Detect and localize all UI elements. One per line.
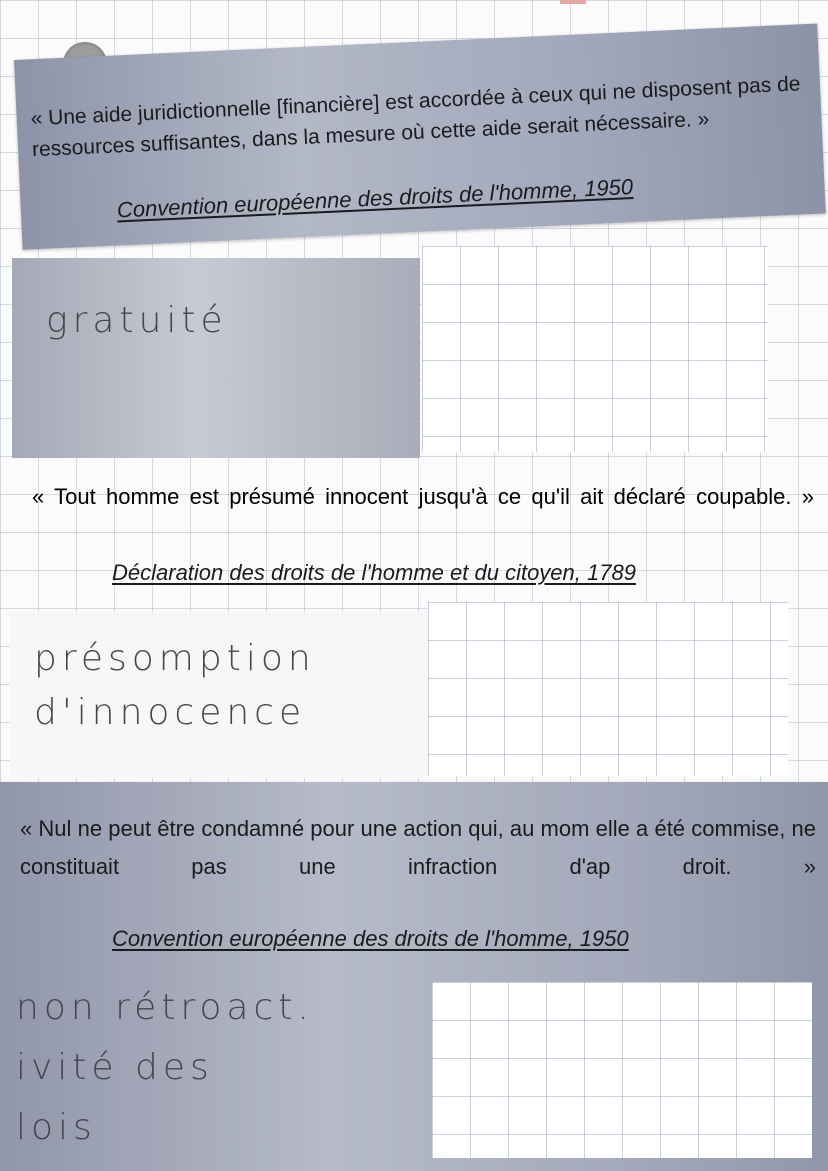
answer-handwritten: présomption d'innocence [34,638,316,733]
red-mark [560,0,586,4]
answer-handwritten: non rétroact. ivité des lois [16,987,314,1148]
quote-text: « Une aide juridictionnelle [financière] est accordée à ceux qui ne disposent pas de ressources suffisantes, dans la mesure où cette aide serait nécessaire. » [30,72,801,162]
quote-text: « Nul ne peut être condamné pour une action qui, au mom elle a été commise, ne constituait pas une infraction d'ap droit. » [20,816,816,879]
quote-source: Convention européenne des droits de l'homme, 1950 [116,174,634,223]
quote-source: Convention européenne des droits de l'homme, 1950 [112,926,629,951]
answer-grid-box [422,246,768,452]
quote-text: « Tout homme est présumé innocent jusqu'à ce qu'il ait déclaré coupable. » [32,484,814,509]
answer-grid-box [428,602,788,776]
answer-handwritten: gratuité [46,300,228,341]
answer-card [12,258,420,458]
answer-card [10,612,428,778]
answer-grid-box [432,982,812,1158]
quote-strip [14,24,826,250]
quote-source: Déclaration des droits de l'homme et du citoyen, 1789 [112,560,636,585]
